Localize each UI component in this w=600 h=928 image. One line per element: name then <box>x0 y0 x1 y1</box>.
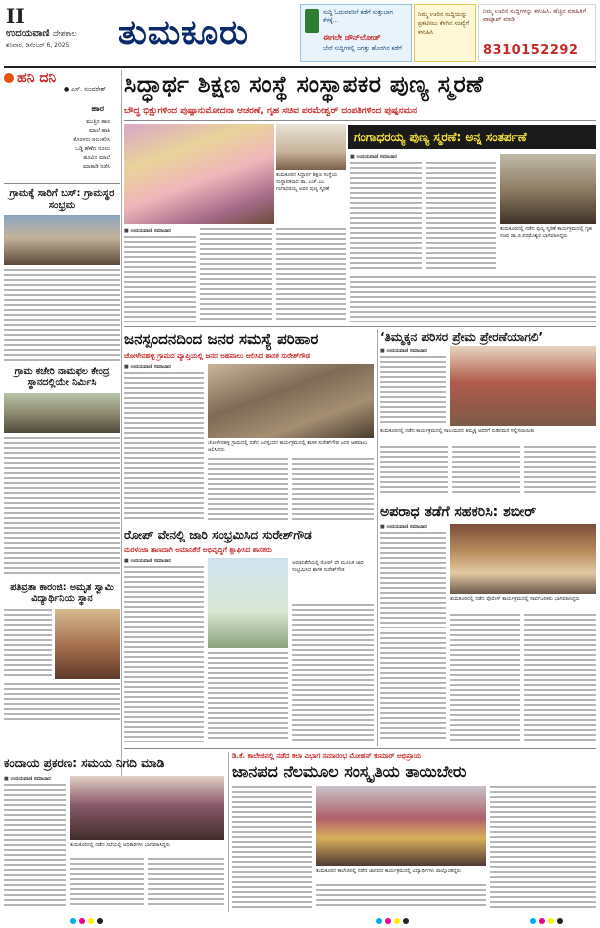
janapada-body-1 <box>232 786 312 908</box>
crime-body-2 <box>450 614 520 742</box>
city-edition <box>118 4 296 62</box>
janaspandana-dateline: ■ ಉದಯವಾಣಿ ಸಮಾಚಾರ <box>124 364 171 370</box>
timmakka-photo <box>450 346 596 426</box>
lead-headline: ಸಿದ್ಧಾರ್ಥ ಶಿಕ್ಷಣ ಸಂಸ್ಥೆ ಸಂಸ್ಥಾಪಕರ ಪುಣ್ಯ ಸ್ಮರಣೆ <box>124 72 484 98</box>
whatsapp-advert[interactable] <box>478 4 596 62</box>
janaspandana-caption: ಚೋಳೇನಹಳ್ಳಿ ಗ್ರಾಮದಲ್ಲಿ ನಡೆದ ಜನಸ್ಪಂದನ ಕಾರ್ಯಕ್ರಮದಲ್ಲಿ ಶಾಸಕ ಸುರೇಶ್‌ಗೌಡ ಜನರ ಅಹವಾಲು ಆಲಿಸಿದರು <box>208 440 368 453</box>
registration-marks-right <box>530 918 563 924</box>
left-story-1-photo <box>4 215 120 265</box>
city-name: ತುಮಕೂರು <box>118 13 249 53</box>
crime-body-1 <box>380 532 446 628</box>
page-number: II <box>6 4 25 28</box>
paper-subtitle: ದೇಶಕಾಲ <box>52 29 77 38</box>
left-story-2-body <box>4 437 120 577</box>
kandaya-headline[interactable]: ಕಂದಾಯ ಪ್ರಕರಣ: ಸಮಯ ನಿಗದಿ ಮಾಡಿ <box>4 756 165 770</box>
column-divider-2 <box>377 330 378 746</box>
kandaya-body-2 <box>70 858 144 908</box>
gangadharaya-caption: ತುಮಕೂರಿನಲ್ಲಿ ನಡೆದ ಪುಣ್ಯ ಸ್ಮರಣೆ ಕಾರ್ಯಕ್ರಮದಲ್ಲಿ ಗೃಹ ಸಚಿವ ಡಾ.ಜಿ.ಪರಮೇಶ್ವರ ಭಾಗವಹಿಸಿದ್ದರು <box>500 226 592 239</box>
left-story-3-body <box>4 609 52 679</box>
janaspandana-body-1 <box>124 372 204 522</box>
column-divider <box>121 70 122 830</box>
honey-dhani-logo <box>4 70 120 86</box>
section-rule-1 <box>124 326 596 327</box>
janapada-deck: ಡಿ.ಕೆ. ಕಾಲೇಜಿನಲ್ಲಿ ನಡೆದ ಕಲಾ ವಿಭಾಗ ಸಮಾರಂಭ ಮೋಹನ್ ಕುಮಾರ್ ಅಭಿಪ್ರಾಯ <box>232 752 422 760</box>
column-divider-3 <box>228 752 229 912</box>
paper-title: ಉದಯವಾಣಿ <box>6 28 50 39</box>
lead-rule <box>124 120 596 121</box>
crime-headline[interactable]: ಅಪರಾಧ ತಡೆಗೆ ಸಹಕರಿಸಿ: ಶಬೀರ್ <box>380 504 537 520</box>
honey-dhani-author: ● ಎಸ್. ಸುಂದರೇಶ್ <box>64 86 106 93</box>
left-story-3-photo <box>55 609 120 679</box>
janaspandana-body-3 <box>292 458 374 522</box>
poem-body <box>4 118 120 172</box>
left-story-1-body <box>4 269 120 361</box>
ropeway-headline[interactable]: ರೋಪ್ ವೇನಲ್ಲಿ ಜಾರಿ ಸಂಭ್ರಮಿಸಿದ ಸುರೇಶ್‌ಗೌಡ <box>124 528 312 542</box>
crime-caption: ತುಮಕೂರಿನಲ್ಲಿ ನಡೆದ ಪೊಲೀಸ್ ಕಾರ್ಯಕ್ರಮದಲ್ಲಿ ಸಾರ್ವಜನಿಕರು ಭಾಗವಹಿಸಿದ್ದರು <box>450 596 580 602</box>
gangadharaya-headline-bar[interactable] <box>348 125 596 149</box>
janapada-photo <box>316 786 486 866</box>
poem-line: ಹೂವಿನ ಮಾಲೆ <box>83 155 110 161</box>
timmakka-body-2 <box>380 446 448 496</box>
masthead-left <box>6 6 112 50</box>
news-advert[interactable] <box>414 4 476 62</box>
poem-line: ಮಾಲೆ ಹಾಕಿ <box>88 128 110 134</box>
whatsapp-number: 8310152292 <box>483 43 579 58</box>
left-story-3-more <box>4 683 120 723</box>
news-advert-text: ನಿಮ್ಮ ಊರಿನ ಸುದ್ದಿಯನ್ನು ಪ್ರಕಟಿಸಲು ಕೆಳಗಿನ ಸಂಖ್ಯೆಗೆ ಕಳುಹಿಸಿ <box>418 11 470 36</box>
janapada-caption: ತುಮಕೂರಿನ ಕಾಲೇಜಿನಲ್ಲಿ ನಡೆದ ಜಾನಪದ ಕಾರ್ಯಕ್ರಮದಲ್ಲಿ ವಿದ್ಯಾರ್ಥಿಗಳು ಪಾಲ್ಗೊಂಡಿದ್ದರು <box>316 868 462 874</box>
kandaya-photo <box>70 776 224 840</box>
gangadharaya-dateline: ■ ಉದಯವಾಣಿ ಸಮಾಚಾರ <box>350 154 397 160</box>
kandaya-caption: ತುಮಕೂರಿನಲ್ಲಿ ನಡೆದ ಸಭೆಯಲ್ಲಿ ಅಧಿಕಾರಿಗಳು ಭಾಗವಹಿಸಿದ್ದರು <box>70 842 170 848</box>
gangadharaya-body-1 <box>350 162 422 272</box>
janaspandana-photo <box>208 364 374 438</box>
crime-body-4 <box>380 632 446 742</box>
janaspandana-deck: ಚೋಳೇನಹಳ್ಳಿ ಗ್ರಾಮದ ವ್ಯಾಪ್ತಿಯಲ್ಲಿ ಜನರ ಅಹವಾಲು ಆಲಿಸಿದ ಶಾಸಕ ಸುರೇಶ್‌ಗೌಡ <box>124 352 311 360</box>
kandaya-body-3 <box>148 858 224 908</box>
lead-photo-caption: ತುಮಕೂರಿನ ಸಿದ್ಧಾರ್ಥ ಶಿಕ್ಷಣ ಸಂಸ್ಥೆಯ ಸಂಸ್ಥಾಪಕರಾದ ಡಾ. ಎಚ್.ಎಂ. ಗಂಗಾಧರಯ್ಯ ಅವರ ಪುಣ್ಯ ಸ್ಮರಣೆ <box>276 172 338 192</box>
left-story-2-headline[interactable]: ಗ್ರಾಮ ಕಚೇರಿ ನಾಮಫಲ ಕೇಂದ್ರ ಸ್ಥಾನದಲ್ಲಿಯೇ ನಿರ್ಮಿಸಿ <box>14 366 110 388</box>
janaspandana-headline[interactable]: ಜನಸ್ಪಂದನದಿಂದ ಜನರ ಸಮಸ್ಯೆ ಪರಿಹಾರ <box>124 330 319 348</box>
drop-icon <box>4 73 14 83</box>
paper-name <box>6 28 112 39</box>
lead-body-1 <box>124 236 196 322</box>
ropeway-dateline: ■ ಉದಯವಾಣಿ ಸಮಾಚಾರ <box>124 558 171 564</box>
crime-body-3 <box>524 614 596 742</box>
app-advert-bottom: ಬೇರೆ ಸುದ್ದಿಗಳಲ್ಲಿ ಜಗತ್ತು ಹೊರಗಿನ ಕಡೆಗೆ <box>323 45 402 52</box>
masthead <box>0 0 600 68</box>
poem-line: ಒಡ್ಡಿ ಹೆಣೆದ ನೂಲು <box>75 146 110 152</box>
timmakka-body-1 <box>380 356 446 426</box>
ropeway-photo <box>208 558 288 648</box>
lead-body-3 <box>276 228 346 322</box>
crime-dateline: ■ ಉದಯವಾಣಿ ಸಮಾಚಾರ <box>380 524 427 530</box>
phone-icon <box>305 9 319 33</box>
janaspandana-body-2 <box>208 458 288 522</box>
kandaya-dateline: ■ ಉದಯವಾಣಿ ಸಮಾಚಾರ <box>4 776 51 782</box>
publication-date: ಶನಿವಾರ, ಡಿಸೆಂಬರ್ 6, 2025 <box>6 42 70 49</box>
left-story-1-headline[interactable]: ಗ್ರಾಮಕ್ಕೆ ಸಾರಿಗೆ ಬಸ್: ಗ್ರಾಮಸ್ಥರ ಸಂಭ್ರಮ <box>9 188 115 211</box>
ropeway-body-1 <box>124 566 204 742</box>
ropeway-body-2 <box>208 652 288 742</box>
gangadharaya-body-3 <box>350 276 596 322</box>
masthead-rule <box>4 66 596 68</box>
gangadharaya-photo <box>500 154 596 224</box>
gangadharaya-headline: ಗಂಗಾಧರಯ್ಯ ಪುಣ್ಯ ಸ್ಮರಣೆ: ಅನ್ನ ಸಂತರ್ಪಣೆ <box>354 130 527 144</box>
ropeway-caption: ಅಮಾನಿಕೆರೆಯಲ್ಲಿ ರೋಪ್ ವೇ ಮೂಲಕ ಜಾರಿ ಸಂಭ್ರಮಿಸಿದ ಶಾಸಕ ಸುರೇಶ್‌ಗೌಡ <box>292 560 364 573</box>
janapada-body-3 <box>490 786 596 908</box>
janapada-headline[interactable]: ಜಾನಪದ ನೆಲಮೂಲ ಸಂಸ್ಕೃತಿಯ ತಾಯಿಬೇರು <box>232 762 467 781</box>
honey-dhani-box <box>4 70 120 184</box>
poem-title: ಹಾರ <box>91 104 104 113</box>
registration-marks-center <box>376 918 409 924</box>
app-advert-top: ಸುದ್ದಿ ಓದುವವರಿಗೆ ಕಡೆಗೆ ಸುತ್ತುಬಾಗ ಕೆಳಕ್ಕೆ... <box>323 9 393 24</box>
timmakka-caption: ತುಮಕೂರಿನಲ್ಲಿ ನಡೆದ ಕಾರ್ಯಕ್ರಮದಲ್ಲಿ ಸಾಲುಮರದ ತಿಮ್ಮಕ್ಕ ಅವರಿಗೆ ನುಡಿನಮನ ಸಲ್ಲಿಸಲಾಯಿತು <box>380 428 535 434</box>
left-story-2-photo <box>4 393 120 433</box>
left-story-3-headline[interactable]: ಪತಿವ್ರತಾ ಕಾರಂಜಿ: ಅಮೃತ ಸ್ವಾಮಿ ವಿದ್ಯಾರ್ಥಿನಿಯ ಸ್ಥಾನ <box>10 581 114 604</box>
app-advert-cta: ಈಗಲೇ ಡೌನ್‌ಲೋಡ್ <box>323 33 381 42</box>
janapada-body-2 <box>316 884 486 908</box>
lead-photo <box>124 124 274 224</box>
lead-headline-block[interactable] <box>124 72 596 104</box>
timmakka-body-3 <box>452 446 520 496</box>
lead-dateline: ■ ಉದಯವಾಣಿ ಸಮಾಚಾರ <box>124 228 171 234</box>
lead-photo-2 <box>276 124 346 170</box>
registration-marks-left <box>70 918 103 924</box>
poem-line: ಕೊರಳನು ಅಲಂಕರಿಸಿ <box>73 137 110 143</box>
whatsapp-advert-text: ನಿಮ್ಮ ಊರಿನ ಸುದ್ದಿಗಳನ್ನು ಕಳುಹಿಸಿ. ಹೆಚ್ಚಿನ ಮಾಹಿತಿಗೆ ವಾಟ್ಸಾಪ್ ಮಾಡಿ <box>483 8 587 23</box>
app-advert[interactable] <box>300 4 412 62</box>
timmakka-dateline: ■ ಉದಯವಾಣಿ ಸಮಾಚಾರ <box>380 348 427 354</box>
honey-dhani-title: ಹನಿ ದನಿ <box>17 70 57 86</box>
poem-line: ಮುತ್ತಿನ ಹಾರ <box>86 119 110 125</box>
section-rule-2 <box>124 748 596 749</box>
ropeway-deck: ಮರಳಂಜಾ ತಾಣದಾಗಿ ಅಮಾನಿಕೆರೆ ಅಭಿವೃದ್ಧಿಗೆ ಶ್ಲಾಘಿಸಿದ ಶಾಸಕರು <box>124 546 272 554</box>
lead-body-2 <box>200 228 272 322</box>
lead-deck: ಬೌದ್ಧ ಭಿಕ್ಷುಗಳಿಂದ ಪುಷ್ಪಾನುಮೋದನಾ ಆಚರಣೆ, ಗೃಹ ಸಚಿವ ಪರಮೇಶ್ವರ್ ದಂಪತಿಗಳಿಂದ ಪುಷ್ಪನಮನ <box>124 106 418 116</box>
kandaya-body-1 <box>4 784 66 908</box>
gangadharaya-body-2 <box>426 162 496 272</box>
ropeway-body-3 <box>292 604 374 742</box>
poem-line: ಮಾತಾಡಿ ನಡೆಸಿ <box>83 164 110 170</box>
crime-photo <box>450 524 596 594</box>
timmakka-headline[interactable]: ‘ತಿಮ್ಮಕ್ಕನ ಪರಿಸರ ಪ್ರೇಮ ಪ್ರೇರಣೆಯಾಗಲಿ’ <box>380 330 544 344</box>
timmakka-body-4 <box>524 446 596 496</box>
